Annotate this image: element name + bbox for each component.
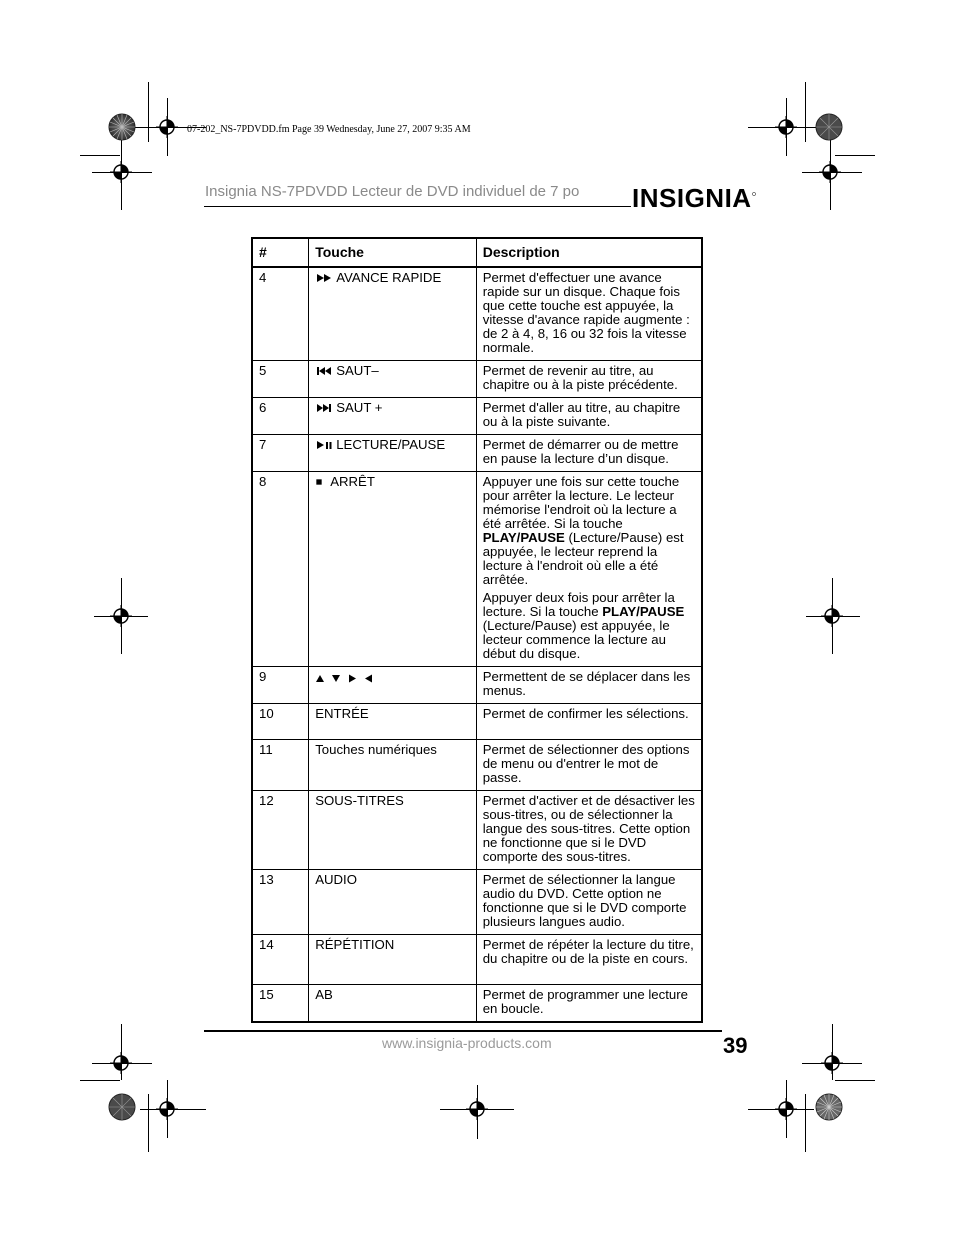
- row-key: ENTRÉE: [309, 704, 477, 740]
- skip-forward-icon: [315, 403, 333, 413]
- arrow-keys-icon: [315, 673, 375, 683]
- registration-target-icon: [156, 1098, 178, 1120]
- column-header-number: #: [252, 238, 309, 267]
- page-number: 39: [723, 1033, 748, 1058]
- row-description: Permet de programmer une lecture en boucle.: [476, 985, 702, 1023]
- row-description: Permettent de se déplacer dans les menus.: [476, 667, 702, 704]
- row-key-label: ARRÊT: [330, 474, 375, 489]
- footer-url: www.insignia-products.com: [382, 1035, 552, 1051]
- row-number: 4: [252, 267, 309, 361]
- row-number: 11: [252, 740, 309, 791]
- table-row: [252, 398, 702, 435]
- calibration-disc-icon: [108, 113, 136, 141]
- row-key: [309, 435, 477, 472]
- footer-rule: [204, 1030, 722, 1032]
- row-key: Touches numériques: [309, 740, 477, 791]
- table-row: [252, 472, 702, 667]
- calibration-disc-icon: [108, 1093, 136, 1121]
- column-header-description: Description: [476, 238, 702, 267]
- row-key-label: AVANCE RAPIDE: [336, 270, 442, 285]
- registration-target-icon: [110, 1052, 132, 1074]
- row-number: 14: [252, 935, 309, 985]
- row-key: [309, 267, 477, 361]
- row-description: Permet d'activer et de désactiver les sous-titres, ou de sélectionner la langue des sous-titres. Cette option ne fonctionne que si le DVD comporte des sous-titres.: [476, 791, 702, 870]
- row-key: AB: [309, 985, 477, 1023]
- remote-keys-table: [251, 237, 703, 1023]
- page-header-title: Insignia NS-7PDVDD Lecteur de DVD individuel de 7 po: [205, 183, 580, 200]
- row-number: 10: [252, 704, 309, 740]
- row-description: Permet de sélectionner la langue audio du DVD. Cette option ne fonctionne que si le DVD comporte plusieurs langues audio.: [476, 870, 702, 935]
- table-row: [252, 870, 702, 935]
- svg-text:INSIGNIA: INSIGNIA: [632, 183, 752, 213]
- play-pause-icon: [315, 440, 333, 450]
- table-row: [252, 985, 702, 1023]
- row-number: 9: [252, 667, 309, 704]
- table-row: [252, 791, 702, 870]
- table-row: [252, 435, 702, 472]
- table-row: [252, 267, 702, 361]
- row-number: 5: [252, 361, 309, 398]
- row-description: Permet d'effectuer une avance rapide sur un disque. Chaque fois que cette touche est appuyée, la vitesse d'avance rapide augmente : de 2 à 4, 8, 16 ou 32 fois la vitesse normale.: [476, 267, 702, 361]
- row-description: Permet de démarrer ou de mettre en pause la lecture d’un disque.: [476, 435, 702, 472]
- row-number: 6: [252, 398, 309, 435]
- registration-target-icon: [775, 116, 797, 138]
- table-row: [252, 740, 702, 791]
- row-description: [476, 472, 702, 667]
- registration-target-icon: [775, 1098, 797, 1120]
- table-row: [252, 704, 702, 740]
- description-paragraph: Appuyer une fois sur cette touche pour arrêter la lecture. Le lecteur mémorise l'endroit où la lecture a été arrêtée. Si la touche PLAY/PAUSE (Lecture/Pause) est appuyée, le lecteur reprend la lecture à l'endroit où elle a été arrêtée.: [482, 474, 684, 587]
- row-key: [309, 667, 477, 704]
- row-number: 13: [252, 870, 309, 935]
- row-description: Permet d'aller au titre, au chapitre ou à la piste suivante.: [476, 398, 702, 435]
- calibration-disc-icon: [815, 1093, 843, 1121]
- table-row: [252, 935, 702, 985]
- row-number: 15: [252, 985, 309, 1023]
- row-key-label: LECTURE/PAUSE: [336, 437, 446, 452]
- row-description: Permet de répéter la lecture du titre, du chapitre ou de la piste en cours.: [476, 935, 702, 985]
- row-number: 8: [252, 472, 309, 667]
- registration-target-icon: [819, 161, 841, 183]
- row-key: [309, 472, 477, 667]
- registration-target-icon: [821, 1052, 843, 1074]
- table-row: [252, 361, 702, 398]
- row-key-label: SAUT +: [336, 400, 383, 415]
- file-info-line: 07-202_NS-7PDVDD.fm Page 39 Wednesday, June 27, 2007 9:35 AM: [187, 124, 471, 135]
- stop-icon: [315, 477, 327, 487]
- row-number: 12: [252, 791, 309, 870]
- row-number: 7: [252, 435, 309, 472]
- skip-back-icon: [315, 366, 333, 376]
- registration-target-icon: [466, 1098, 488, 1120]
- registration-target-icon: [110, 605, 132, 627]
- registration-target-icon: [821, 605, 843, 627]
- row-key: [309, 398, 477, 435]
- table-row: [252, 667, 702, 704]
- row-key: [309, 361, 477, 398]
- insignia-logo: [632, 180, 757, 214]
- row-description: Permet de revenir au titre, au chapitre ou à la piste précédente.: [476, 361, 702, 398]
- column-header-key: Touche: [309, 238, 477, 267]
- row-key-label: SAUT–: [336, 363, 379, 378]
- row-key: SOUS-TITRES: [309, 791, 477, 870]
- table-header-row: [252, 238, 702, 267]
- registration-target-icon: [156, 116, 178, 138]
- row-description: Permet de sélectionner des options de menu ou d'entrer le mot de passe.: [476, 740, 702, 791]
- fast-forward-icon: [315, 273, 333, 283]
- row-key: AUDIO: [309, 870, 477, 935]
- row-key: RÉPÉTITION: [309, 935, 477, 985]
- description-paragraph: Appuyer deux fois pour arrêter la lecture. Si la touche PLAY/PAUSE (Lecture/Pause) est appuyée, le lecteur commence la lecture au début du disque.: [482, 590, 685, 661]
- header-rule: [204, 206, 631, 207]
- calibration-disc-icon: [815, 113, 843, 141]
- row-description: Permet de confirmer les sélections.: [476, 704, 702, 740]
- registration-target-icon: [110, 161, 132, 183]
